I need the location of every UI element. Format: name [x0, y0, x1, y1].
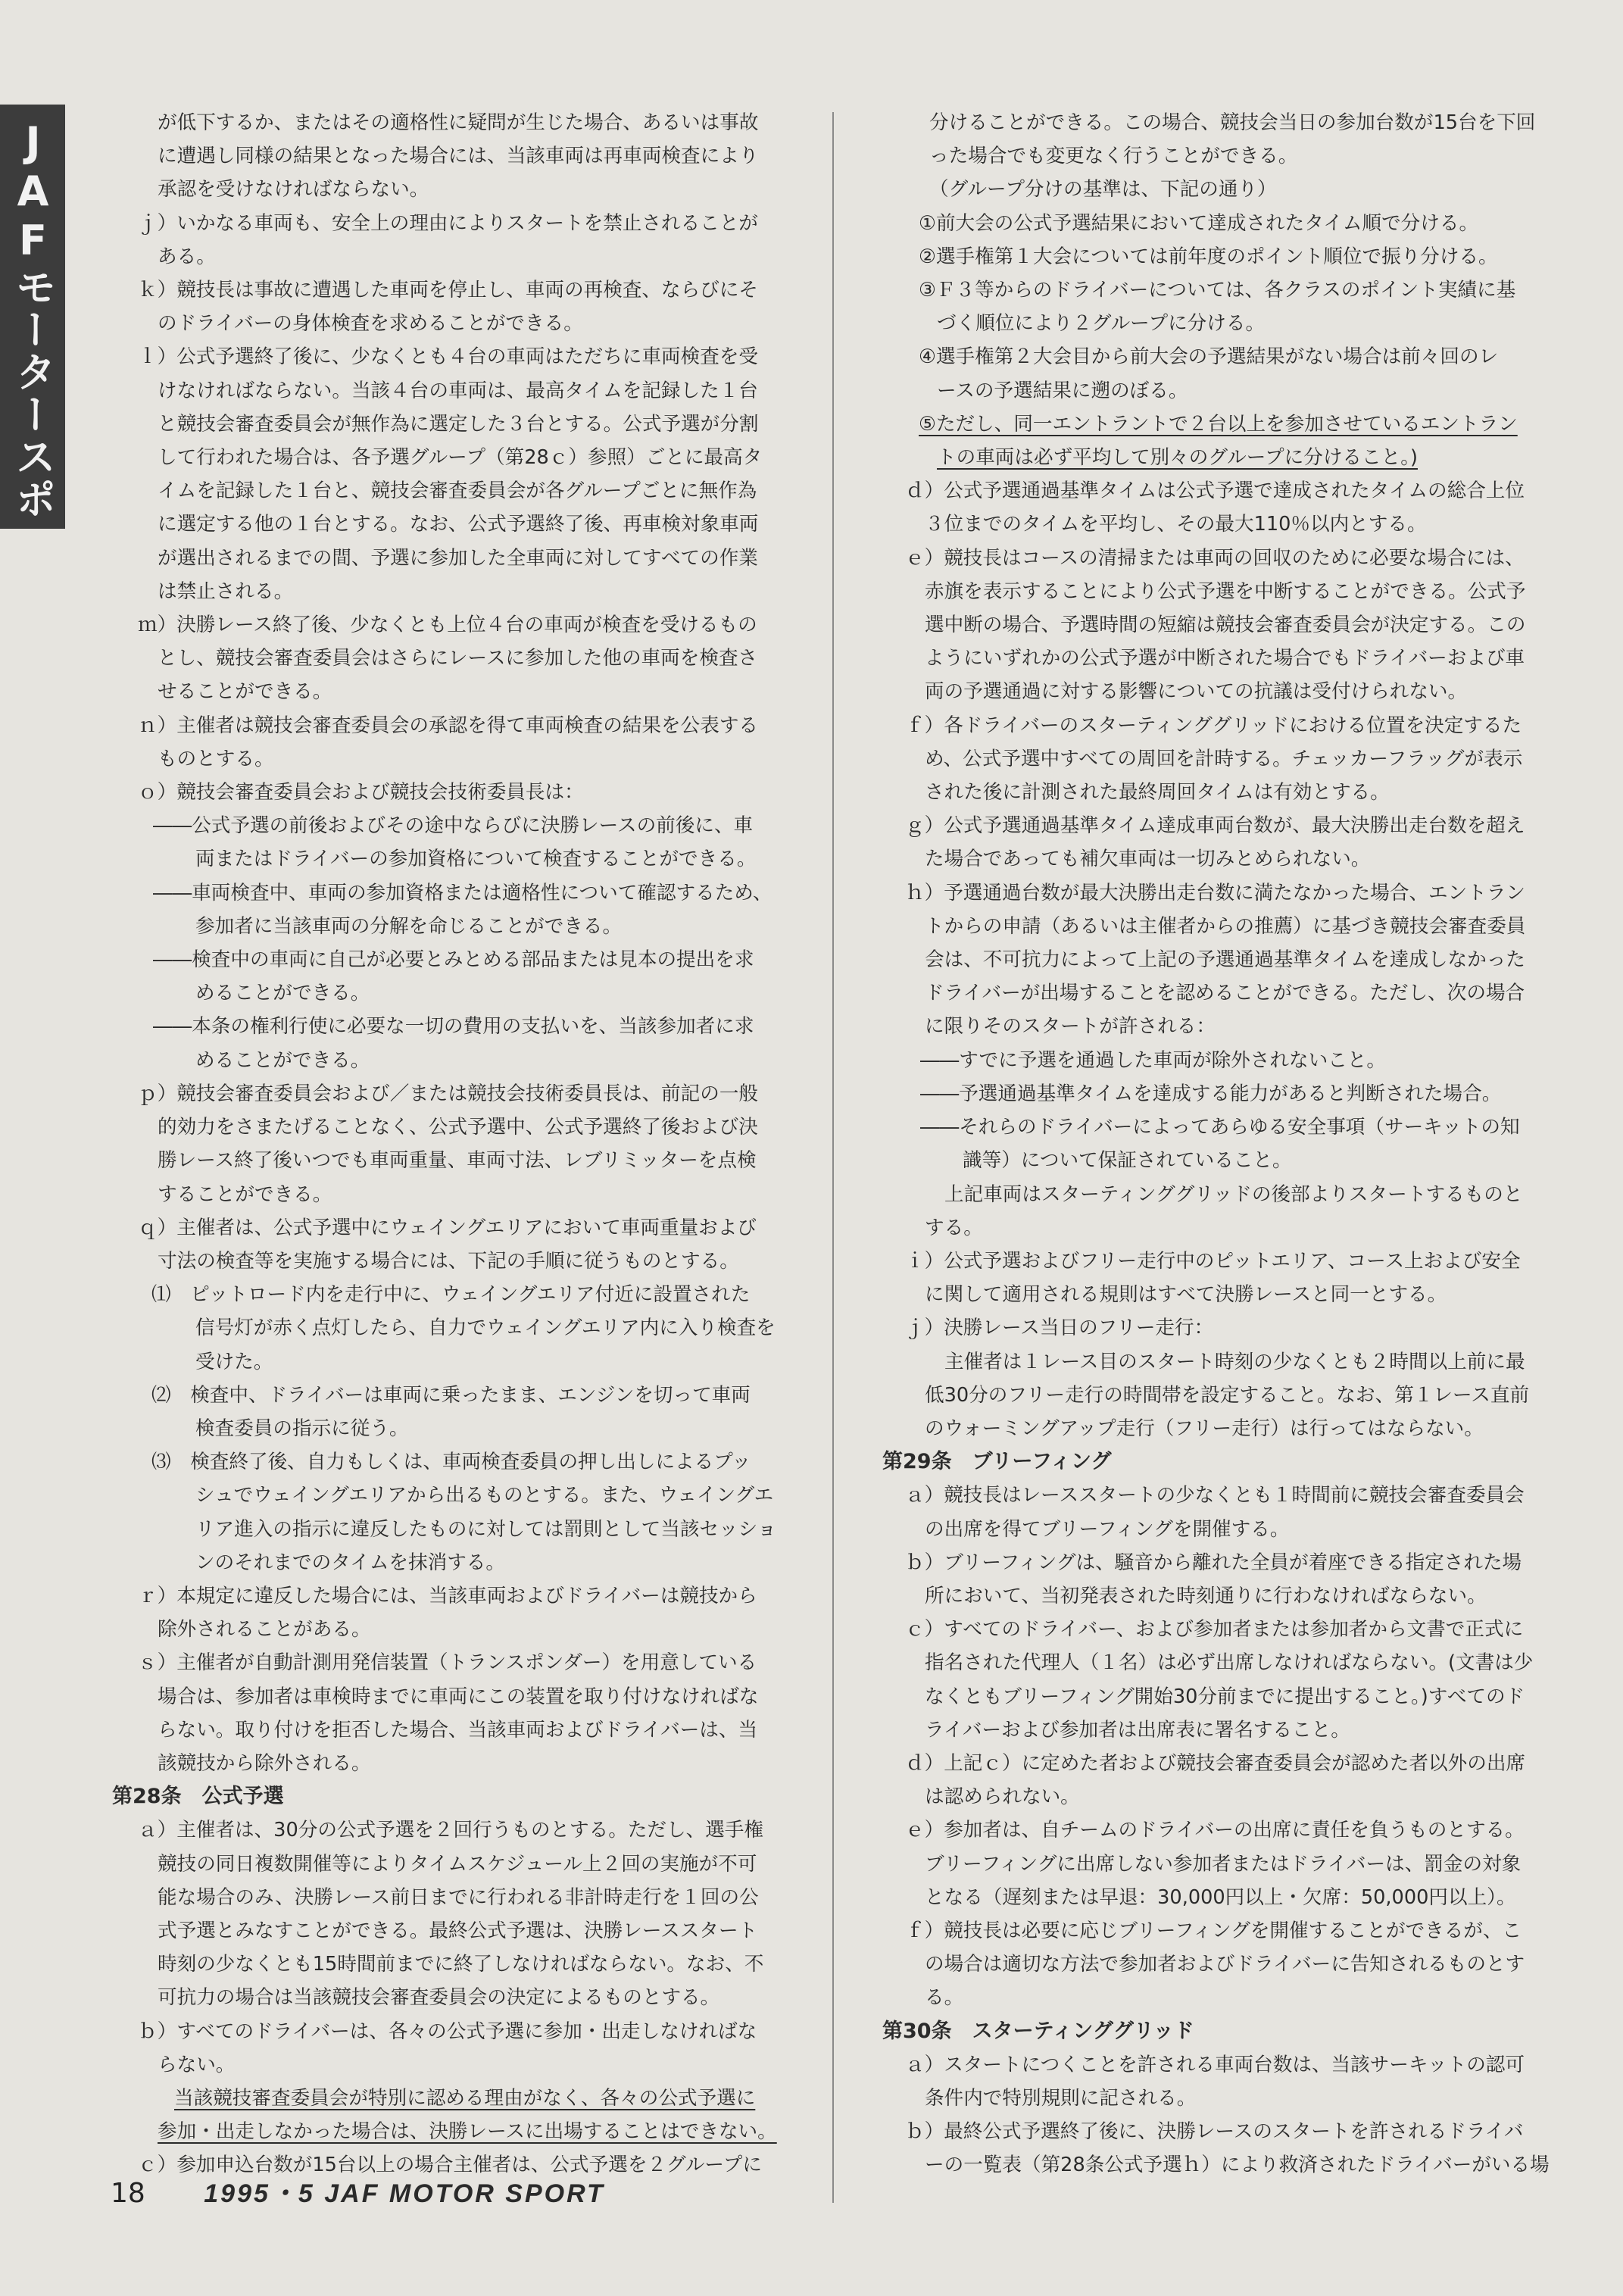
column-divider — [832, 112, 834, 2203]
text-line: ａ）競技長はレーススタートの少なくとも１時間前に競技会審査委員会 — [905, 1484, 1525, 1507]
text-line: リア進入の指示に違反したものに対しては罰則として当該セッショ — [195, 1517, 777, 1541]
text-line: 承認を受けなければならない。 — [158, 178, 429, 201]
text-line: とし、競技会審査委員会はさらにレースに参加した他の車両を検査さ — [158, 647, 758, 670]
text-line: に限りそのスタートが許される： — [925, 1015, 1216, 1039]
section-side-tab — [0, 105, 65, 529]
text-line: ――予選通過基準タイムを達成する能力があると判断された場合。 — [920, 1082, 1502, 1105]
text-line: と競技会審査委員会が無作為に選定した３台とする。公式予選が分割 — [158, 412, 759, 436]
text-line: 両の予選通過に対する影響についての抗議は受付けられない。 — [925, 680, 1468, 704]
text-line: 当該競技審査委員会が特別に認める理由がなく、各々の公式予選に — [174, 2086, 756, 2110]
text-line: 信号灯が赤く点灯したら、自力でウェイングエリア内に入り検査を — [195, 1317, 776, 1340]
text-line: 除外されることがある。 — [158, 1618, 371, 1642]
text-line: する。 — [925, 1216, 983, 1239]
text-line: 指名された代理人（１名）は必ず出席しなければならない。(文書は少 — [925, 1651, 1534, 1675]
text-line: 寸法の検査等を実施する場合には、下記の手順に従うものとする。 — [158, 1249, 739, 1273]
text-line: 会は、不可抗力によって上記の予選通過基準タイムを達成しなかった — [925, 948, 1525, 972]
text-line: 分けることができる。この場合、競技会当日の参加台数が15台を下回 — [929, 111, 1536, 134]
text-line: めることができる。 — [195, 982, 370, 1005]
text-line: ③Ｆ３等からのドライバーについては、各クラスのポイント実績に基 — [919, 279, 1516, 302]
text-line: なくともブリーフィング開始30分前までに提出すること。)すべてのド — [925, 1685, 1525, 1708]
text-line: ｆ）競技長は必要に応じブリーフィングを開催することができるが、こ — [905, 1919, 1522, 1942]
text-line: シュでウェイングエリアから出るものとする。また、ウェイングエ — [195, 1484, 774, 1507]
magazine-title: 1995・5 JAF MOTOR SPORT — [204, 2179, 605, 2208]
text-line: 場合は、参加者は車検時までに車両にこの装置を取り付けなければな — [158, 1685, 759, 1708]
text-line: のドライバーの身体検査を求めることができる。 — [158, 312, 583, 336]
text-line: めることができる。 — [195, 1048, 370, 1072]
text-line: 条件内で特別規則に記される。 — [925, 2086, 1197, 2110]
text-line: ――すでに予選を通過した車両が除外されないこと。 — [920, 1048, 1387, 1072]
page-number: 18 — [111, 2178, 145, 2209]
text-line: ｂ）ブリーフィングは、騒音から離れた全員が着座できる指定された場 — [905, 1551, 1522, 1574]
text-line: ⑶ 検査終了後、自力もしくは、車両検査委員の押し出しによるプッ — [151, 1451, 751, 1474]
text-line: トからの申請（あるいは主催者からの推薦）に基づき競技会審査委員 — [925, 914, 1526, 938]
text-line: 時刻の少なくとも15時間前までに終了しなければならない。なお、不 — [158, 1953, 764, 1976]
text-line: ④選手権第２大会目から前大会の予選結果がない場合は前々回のレ — [919, 345, 1499, 369]
text-line: ｆ）各ドライバーのスターティンググリッドにおける位置を決定するた — [905, 714, 1522, 737]
text-line: づく順位により２グループに分ける。 — [937, 312, 1266, 336]
text-line: して行われた場合は、各予選グループ（第28ｃ）参照）ごとに最高タ — [158, 446, 763, 470]
text-line: 参加者に当該車両の分解を命じることができる。 — [195, 914, 623, 938]
text-line: ⑤ただし、同一エントラントで２台以上を参加させているエントラン — [919, 412, 1518, 436]
text-line: が低下するか、またはその適格性に疑問が生じた場合、あるいは事故 — [158, 111, 759, 134]
text-line: ――公式予選の前後およびその途中ならびに決勝レースの前後に、車 — [153, 814, 754, 838]
text-line: ｃ）参加申込台数が15台以上の場合主催者は、公式予選を２グループに — [138, 2154, 762, 2177]
text-line: らない。 — [158, 2053, 236, 2076]
text-line: 赤旗を表示することにより公式予選を中断することができる。公式予 — [925, 579, 1526, 603]
text-line: ｂ）すべてのドライバーは、各々の公式予選に参加・出走しなければな — [138, 2020, 757, 2043]
text-line: 検査委員の指示に従う。 — [195, 1417, 409, 1440]
left-column — [112, 106, 782, 2182]
text-line: トの車両は必ず平均して別々のグループに分けること。) — [937, 446, 1418, 470]
text-line: けなければならない。当該４台の車両は、最高タイムを記録した１台 — [158, 379, 758, 402]
text-line: ｌ）公式予選終了後に、少なくとも４台の車両はただちに車両検査を受 — [138, 345, 759, 369]
text-line: に遭遇し同様の結果となった場合には、当該車両は再車両検査により — [158, 145, 759, 168]
text-line: （グループ分けの基準は、下記の通り） — [929, 178, 1277, 201]
text-line: ようにいずれかの公式予選が中断された場合でもドライバーおよび車 — [925, 647, 1525, 670]
article-heading: 第30条 スターティンググリッド — [882, 2019, 1194, 2043]
text-line: の出席を得てブリーフィングを開催する。 — [925, 1517, 1290, 1541]
text-line: せることができる。 — [158, 680, 332, 704]
text-line: ｊ）いかなる車両も、安全上の理由によりスタートを禁止されることが — [138, 211, 759, 235]
text-line: ブリーフィングに出席しない参加者またはドライバーは、罰金の対象 — [925, 1852, 1522, 1876]
text-line: 所において、当初発表された時刻通りに行わなければならない。 — [925, 1584, 1487, 1607]
text-line: ーの一覧表（第28条公式予選ｈ）により救済されたドライバーがいる場 — [925, 2154, 1550, 2177]
text-line: のウォーミングアップ走行（フリー走行）は行ってはならない。 — [925, 1417, 1484, 1440]
text-line: ｄ）上記ｃ）に定めた者および競技会審査委員会が認めた者以外の出席 — [905, 1751, 1526, 1775]
text-line: ⑵ 検査中、ドライバーは車両に乗ったまま、エンジンを切って車両 — [151, 1383, 751, 1407]
text-line: することができる。 — [158, 1182, 332, 1206]
text-line: ⑴ ピットロード内を走行中に、ウェイングエリア付近に設置された — [151, 1283, 751, 1307]
text-line: の場合は適切な方法で参加者およびドライバーに告知されるものとす — [925, 1953, 1525, 1976]
text-line: ａ）スタートにつくことを許される車両台数は、当該サーキットの認可 — [905, 2053, 1525, 2076]
text-line: ｎ）主催者は競技会審査委員会の承認を得て車両検査の結果を公表する — [138, 714, 759, 737]
text-line: 両またはドライバーの参加資格について検査することができる。 — [195, 848, 757, 871]
text-line: 選中断の場合、予選時間の短縮は競技会審査委員会が決定する。この — [925, 614, 1526, 637]
text-line: ｊ）決勝レース当日のフリー走行： — [905, 1317, 1214, 1340]
text-line: ――検査中の車両に自己が必要とみとめる部品または見本の提出を求 — [153, 948, 754, 972]
text-line: 該競技から除外される。 — [158, 1751, 371, 1775]
text-line: ｋ）競技長は事故に遭遇した車両を停止し、車両の再検査、ならびにそ — [138, 279, 759, 302]
text-line: ｉ）公式予選およびフリー走行中のピットエリア、コース上および安全 — [905, 1249, 1521, 1273]
text-line: た場合であっても補欠車両は一切みとめられない。 — [925, 848, 1371, 871]
text-line: 識等）について保証されていること。 — [963, 1149, 1292, 1173]
text-line: 可抗力の場合は当該競技会審査委員会の決定によるものとする。 — [158, 1986, 720, 2010]
text-line: ｑ）主催者は、公式予選中にウェイングエリアにおいて車両重量および — [138, 1216, 757, 1239]
text-line: ｃ）すべてのドライバー、および参加者または参加者から文書で正式に — [905, 1618, 1524, 1642]
text-line: ｓ）主催者が自動計測用発信装置（トランスポンダー）を用意している — [138, 1651, 757, 1675]
text-line: ｍ）決勝レース終了後、少なくとも上位４台の車両が検査を受けるもの — [138, 614, 757, 637]
text-line: ｂ）最終公式予選終了後に、決勝レースのスタートを許されるドライバ — [905, 2120, 1524, 2144]
text-line: は禁止される。 — [158, 579, 294, 603]
article-heading: 第28条 公式予選 — [112, 1785, 284, 1809]
text-line: に選定する他の１台とする。なお、公式予選終了後、再車検対象車両 — [158, 513, 759, 536]
text-line: ――それらのドライバーによってあらゆる安全事項（サーキットの知 — [920, 1116, 1520, 1139]
text-line: め、公式予選中すべての周回を計時する。チェッカーフラッグが表示 — [925, 747, 1523, 770]
text-line: 競技の同日複数開催等によりタイムスケジュール上２回の実施が不可 — [158, 1852, 757, 1876]
text-line: は認められない。 — [925, 1785, 1080, 1809]
article-heading: 第29条 ブリーフィング — [882, 1450, 1112, 1474]
text-line: 式予選とみなすことができる。最終公式予選は、決勝レーススタート — [158, 1919, 758, 1942]
section-side-tab-label: JAFモータースポ — [9, 118, 57, 520]
text-line: ｅ）競技長はコースの清掃または車両の回収のために必要な場合には、 — [905, 546, 1525, 570]
text-line: イムを記録した１台と、競技会審査委員会が各グループごとに無作為 — [158, 480, 757, 503]
text-line: ｐ）競技会審査委員会および／または競技会技術委員長は、前記の一般 — [138, 1082, 759, 1105]
text-line: となる（遅刻または早退：30,000円以上・欠席：50,000円以上）。 — [925, 1885, 1516, 1909]
text-line: ｅ）参加者は、自チームのドライバーの出席に責任を負うものとする。 — [905, 1819, 1525, 1842]
text-line: ンのそれまでのタイムを抹消する。 — [195, 1551, 505, 1574]
text-line: ①前大会の公式予選結果において達成されたタイム順で分ける。 — [919, 211, 1479, 235]
text-line: された後に計測された最終周回タイムは有効とする。 — [925, 781, 1390, 804]
text-line: る。 — [925, 1986, 964, 2010]
text-line: が選出されるまでの間、予選に参加した全車両に対してすべての作業 — [158, 546, 758, 570]
text-line: ースの予選結果に遡のぼる。 — [937, 379, 1188, 402]
text-line: ｇ）公式予選通過基準タイム達成車両台数が、最大決勝出走台数を超え — [905, 814, 1525, 838]
text-line: に関して適用される規則はすべて決勝レースと同一とする。 — [925, 1283, 1447, 1307]
text-line: ドライバーが出場することを認めることができる。ただし、次の場合 — [925, 982, 1525, 1005]
text-line: ――車両検査中、車両の参加資格または適格性について確認するため、 — [153, 881, 772, 904]
text-line: 主催者は１レース目のスタート時刻の少なくとも２時間以上前に最 — [944, 1350, 1525, 1373]
text-line: ある。 — [158, 245, 216, 268]
text-line: 受けた。 — [195, 1350, 273, 1373]
text-line: 的効力をさまたげることなく、公式予選中、公式予選終了後および決 — [158, 1116, 758, 1139]
text-line: ｒ）本規定に違反した場合には、当該車両およびドライバーは競技から — [138, 1584, 757, 1607]
text-line: ３位までのタイムを平均し、その最大110％以内とする。 — [925, 513, 1427, 536]
text-line: ｄ）公式予選通過基準タイムは公式予選で達成されたタイムの総合上位 — [905, 480, 1525, 503]
text-line: 勝レース終了後いつでも車両重量、車両寸法、レブリミッターを点検 — [158, 1149, 757, 1173]
text-line: ｏ）競技会審査委員会および競技会技術委員長は： — [138, 781, 584, 804]
text-line: 上記車両はスターティンググリッドの後部よりスタートするものと — [944, 1182, 1523, 1206]
text-line: らない。取り付けを拒否した場合、当該車両およびドライバーは、当 — [158, 1718, 758, 1742]
right-column — [882, 106, 1550, 2182]
text-line: ものとする。 — [158, 747, 274, 770]
text-line: った場合でも変更なく行うことができる。 — [929, 145, 1298, 168]
text-line: 参加・出走しなかった場合は、決勝レースに出場することはできない。 — [158, 2120, 777, 2144]
text-line: 低30分のフリー走行の時間帯を設定すること。なお、第１レース直前 — [925, 1383, 1530, 1407]
text-line: 能な場合のみ、決勝レース前日までに行われる非計時走行を１回の公 — [158, 1885, 759, 1909]
page-footer — [111, 2173, 605, 2210]
text-line: ａ）主催者は、30分の公式予選を２回行うものとする。ただし、選手権 — [138, 1819, 763, 1842]
text-line: ――本条の権利行使に必要な一切の費用の支払いを、当該参加者に求 — [153, 1015, 754, 1039]
text-line: ライバーおよび参加者は出席表に署名すること。 — [925, 1718, 1350, 1742]
text-line: ｈ）予選通過台数が最大決勝出走台数に満たなかった場合、エントラン — [905, 881, 1526, 904]
text-line: ②選手権第１大会については前年度のポイント順位で振り分ける。 — [919, 245, 1498, 268]
